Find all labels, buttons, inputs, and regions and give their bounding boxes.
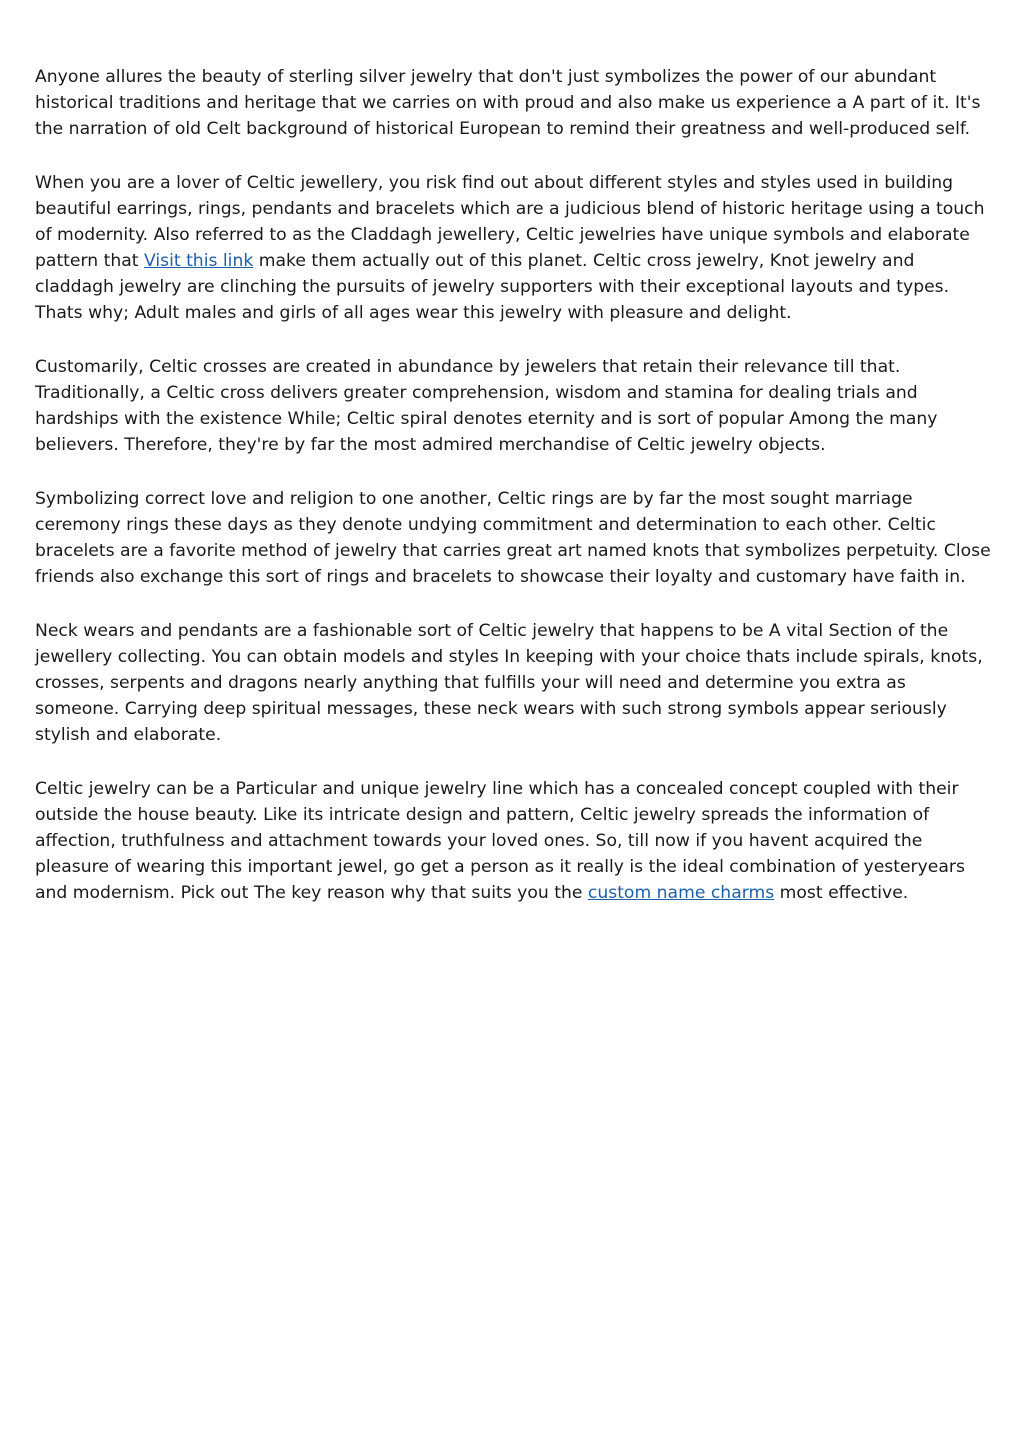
paragraph-text-before-link: Celtic jewelry can be a Particular and unique jewelry line which has a concealed concept coupled with their outside the house beauty. Like its intricate design and pattern, Celtic jewelry spreads the information of affection, truthfulness and attachment towards your loved ones. So, till now if you havent acquired the pleasure of wearing this important jewel, go get a person as it really is the ideal combination of yesteryears and modernism. Pick out The key reason why that suits you the — [35, 779, 965, 903]
document-body — [35, 64, 993, 934]
custom-name-charms-link[interactable]: custom name charms — [587, 883, 775, 903]
paragraph-6 — [35, 776, 993, 906]
paragraph-4 — [35, 486, 993, 590]
paragraph-1 — [35, 64, 993, 142]
paragraph-text: Customarily, Celtic crosses are created in abundance by jewelers that retain their relevance till that. Traditionally, a Celtic cross delivers greater comprehension, wisdom and stamina for dealing trials and hardships with the existence While; Celtic spiral denotes eternity and is sort of popular Among the many believers. Therefore, they're by far the most admired merchandise of Celtic jewelry objects. — [35, 357, 938, 455]
paragraph-text-after-link: make them actually out of this planet. Celtic cross jewelry, Knot jewelry and claddagh jewelry are clinching the pursuits of jewelry supporters with their exceptional layouts and types. Thats why; Adult males and girls of all ages wear this jewelry with pleasure and delight. — [35, 251, 950, 323]
visit-this-link[interactable]: Visit this link — [143, 251, 254, 271]
paragraph-2 — [35, 170, 993, 326]
paragraph-text-after-link: most effective. — [774, 883, 909, 903]
paragraph-text-before-link: When you are a lover of Celtic jewellery, you risk find out about different styles and styles used in building beautiful earrings, rings, pendants and bracelets which are a judicious blend of historic heritage using a touch of modernity. Also referred to as the Claddagh jewellery, Celtic jewelries have unique symbols and elaborate pattern that — [35, 173, 985, 271]
paragraph-text: Neck wears and pendants are a fashionable sort of Celtic jewelry that happens to be A vital Section of the jewellery collecting. You can obtain models and styles In keeping with your choice thats include spirals, knots, crosses, serpents and dragons nearly anything that fulfills your will need and determine you extra as someone. Carrying deep spiritual messages, these neck wears with such strong symbols appear seriously stylish and elaborate. — [35, 621, 983, 745]
paragraph-text: Anyone allures the beauty of sterling silver jewelry that don't just symbolizes the power of our abundant historical traditions and heritage that we carries on with proud and also make us experience a A part of it. It's the narration of old Celt background of historical European to remind their greatness and well-produced self. — [35, 67, 981, 139]
paragraph-5 — [35, 618, 993, 748]
paragraph-3 — [35, 354, 993, 458]
paragraph-text: Symbolizing correct love and religion to one another, Celtic rings are by far the most sought marriage ceremony rings these days as they denote undying commitment and determination to each other. Celtic bracelets are a favorite method of jewelry that carries great art named knots that symbolizes perpetuity. Close friends also exchange this sort of rings and bracelets to showcase their loyalty and customary have faith in. — [35, 489, 991, 587]
